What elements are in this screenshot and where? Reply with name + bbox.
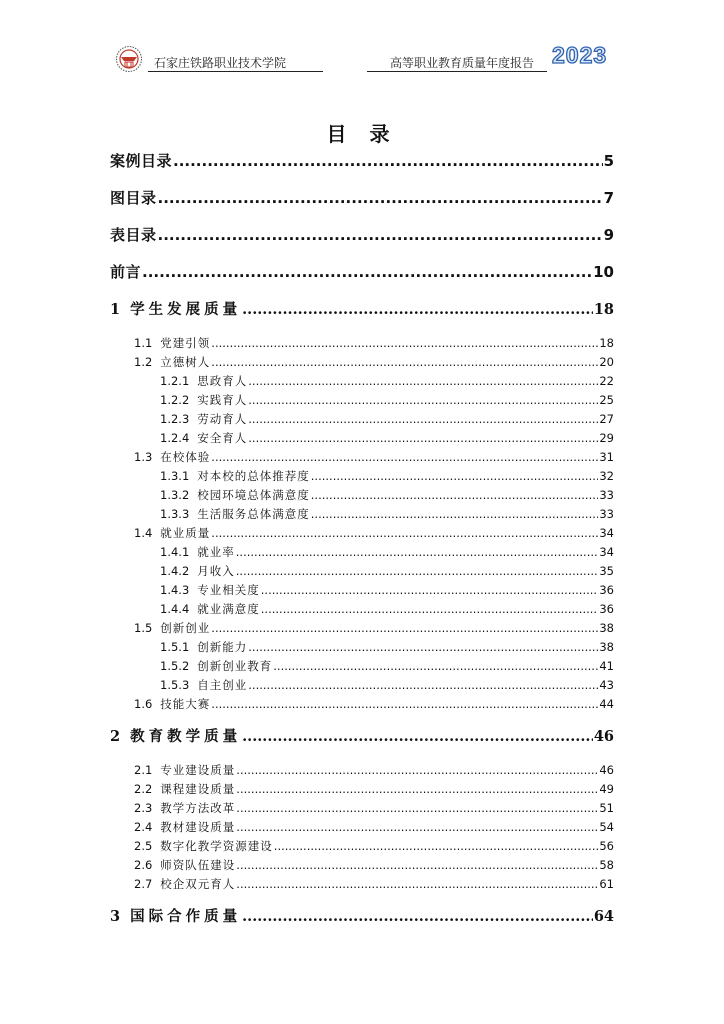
toc-entry[interactable] [110, 224, 614, 261]
chapter-number: 2 [110, 728, 121, 745]
section-number: 2.5 [134, 839, 153, 853]
dot-leader [261, 583, 599, 597]
subsection-number: 1.5.1 [160, 640, 190, 654]
subsection-title: 劳动育人 [197, 412, 248, 426]
toc-page-number: 10 [593, 263, 614, 281]
section-number: 1.1 [134, 336, 153, 350]
dot-leader [236, 782, 598, 796]
dot-leader [142, 263, 592, 281]
dot-leader [242, 908, 593, 925]
toc-page-number: 35 [599, 564, 614, 578]
dot-leader [311, 507, 599, 521]
subsection-number: 1.2.2 [160, 393, 190, 407]
toc-subsection[interactable] [110, 601, 614, 620]
toc-page-number: 7 [603, 189, 614, 207]
dot-leader [242, 301, 593, 318]
subsection-title: 实践育人 [197, 393, 248, 407]
subsection-number: 1.4.4 [160, 602, 190, 616]
dot-leader [236, 545, 599, 559]
toc-section[interactable] [110, 335, 614, 354]
toc-page-number: 20 [599, 355, 614, 369]
dot-leader [248, 640, 598, 654]
toc-section[interactable] [110, 696, 614, 715]
subsection-title: 生活服务总体满意度 [197, 507, 310, 521]
toc-entry-title: 案例目录 [110, 152, 173, 170]
school-name: 石家庄铁路职业技术学院 [154, 56, 287, 70]
toc-page-number: 46 [593, 728, 614, 745]
toc-subsection[interactable] [110, 582, 614, 601]
dot-leader [211, 621, 598, 635]
toc-chapter[interactable] [110, 725, 614, 762]
dot-leader [236, 820, 598, 834]
section-number: 2.6 [134, 858, 153, 872]
subsection-number: 1.3.2 [160, 488, 190, 502]
toc-subsection[interactable] [110, 392, 614, 411]
chapter-title: 教育教学质量 [130, 728, 242, 745]
subsection-title: 安全育人 [197, 431, 248, 445]
toc-page-number: 9 [603, 226, 614, 244]
section-number: 2.3 [134, 801, 153, 815]
dot-leader [242, 728, 593, 745]
dot-leader [211, 355, 598, 369]
toc-page-number: 32 [599, 469, 614, 483]
section-title: 教材建设质量 [160, 820, 236, 834]
subsection-number: 1.2.4 [160, 431, 190, 445]
dot-leader [274, 839, 599, 853]
section-title: 党建引领 [160, 336, 211, 350]
dot-leader [311, 469, 599, 483]
toc-entry-title: 前言 [110, 263, 142, 281]
section-title: 师资队伍建设 [160, 858, 236, 872]
subsection-title: 专业相关度 [197, 583, 260, 597]
subsection-title: 就业率 [197, 545, 235, 559]
dot-leader [248, 412, 598, 426]
toc-page-number: 49 [599, 782, 614, 796]
subsection-title: 自主创业 [197, 678, 248, 692]
section-number: 2.1 [134, 763, 153, 777]
section-title: 数字化教学资源建设 [160, 839, 273, 853]
toc-entry[interactable] [110, 187, 614, 224]
chapter-title: 学生发展质量 [130, 301, 242, 318]
toc-section[interactable] [110, 620, 614, 639]
subsection-title: 创新能力 [197, 640, 248, 654]
report-year: 2023 [552, 42, 608, 68]
section-number: 2.2 [134, 782, 153, 796]
header-rule-left [148, 71, 323, 72]
toc-entry-title: 表目录 [110, 226, 157, 244]
subsection-number: 1.2.3 [160, 412, 190, 426]
subsection-number: 1.2.1 [160, 374, 190, 388]
toc-chapter[interactable] [110, 298, 614, 335]
subsection-title: 思政育人 [197, 374, 248, 388]
toc-page-number: 54 [599, 820, 614, 834]
dot-leader [236, 801, 598, 815]
toc-page-number: 36 [599, 583, 614, 597]
toc-page-number: 27 [599, 412, 614, 426]
toc-page-number: 33 [599, 507, 614, 521]
toc-page-number: 56 [599, 839, 614, 853]
toc-page-number: 36 [599, 602, 614, 616]
section-title: 立德树人 [160, 355, 211, 369]
section-number: 2.4 [134, 820, 153, 834]
toc-section[interactable] [110, 781, 614, 800]
section-number: 2.7 [134, 877, 153, 891]
toc-page-number: 38 [599, 621, 614, 635]
toc-subsection[interactable] [110, 373, 614, 392]
subsection-title: 创新创业教育 [197, 659, 273, 673]
section-number: 1.3 [134, 450, 153, 464]
toc-page-number: 58 [599, 858, 614, 872]
toc-subsection[interactable] [110, 487, 614, 506]
toc-section[interactable] [110, 857, 614, 876]
toc-page-number: 46 [599, 763, 614, 777]
toc-entry-title: 图目录 [110, 189, 157, 207]
section-title: 校企双元育人 [160, 877, 236, 891]
dot-leader [248, 374, 598, 388]
subsection-title: 月收入 [197, 564, 235, 578]
subsection-number: 1.3.3 [160, 507, 190, 521]
subsection-number: 1.5.3 [160, 678, 190, 692]
toc-page-number: 64 [593, 908, 614, 925]
toc-section[interactable] [110, 819, 614, 838]
toc-section[interactable] [110, 449, 614, 468]
dot-leader [273, 659, 598, 673]
section-number: 1.6 [134, 697, 153, 711]
toc-section[interactable] [110, 876, 614, 895]
report-title: 高等职业教育质量年度报告 [390, 56, 535, 70]
toc-entry[interactable] [110, 150, 614, 187]
dot-leader [248, 431, 598, 445]
section-number: 1.4 [134, 526, 153, 540]
toc-subsection[interactable] [110, 506, 614, 525]
dot-leader [236, 877, 598, 891]
section-title: 技能大赛 [160, 697, 211, 711]
chapter-number: 3 [110, 908, 121, 925]
page-header [112, 44, 612, 74]
dot-leader [158, 189, 603, 207]
chapter-title: 国际合作质量 [130, 908, 242, 925]
toc-page-number: 61 [599, 877, 614, 891]
subsection-number: 1.3.1 [160, 469, 190, 483]
toc-entry[interactable] [110, 261, 614, 298]
chapter-number: 1 [110, 301, 121, 318]
toc-page-number: 22 [599, 374, 614, 388]
subsection-number: 1.4.1 [160, 545, 190, 559]
dot-leader [261, 602, 599, 616]
subsection-number: 1.5.2 [160, 659, 190, 673]
toc-spacer [110, 895, 614, 905]
toc-page-number: 34 [599, 545, 614, 559]
toc-subsection[interactable] [110, 677, 614, 696]
dot-leader [248, 678, 598, 692]
section-number: 1.5 [134, 621, 153, 635]
subsection-title: 校园环境总体满意度 [197, 488, 310, 502]
toc-page-number: 51 [599, 801, 614, 815]
toc-heading: 目 录 [326, 122, 398, 146]
dot-leader [236, 564, 599, 578]
dot-leader [248, 393, 598, 407]
toc-chapter[interactable] [110, 905, 614, 942]
toc-page-number: 41 [599, 659, 614, 673]
toc-section[interactable] [110, 800, 614, 819]
toc-section[interactable] [110, 838, 614, 857]
toc-page-number: 5 [603, 152, 614, 170]
toc-page-number: 33 [599, 488, 614, 502]
toc-subsection[interactable] [110, 563, 614, 582]
dot-leader [211, 526, 598, 540]
dot-leader [236, 858, 598, 872]
dot-leader [158, 226, 603, 244]
toc-page-number: 18 [593, 301, 614, 318]
toc-subsection[interactable] [110, 468, 614, 487]
toc-section[interactable] [110, 354, 614, 373]
subsection-title: 就业满意度 [197, 602, 260, 616]
toc-subsection[interactable] [110, 639, 614, 658]
dot-leader [236, 763, 598, 777]
table-of-contents [110, 150, 614, 942]
toc-page-number: 38 [599, 640, 614, 654]
section-title: 在校体验 [160, 450, 211, 464]
toc-page-number: 18 [599, 336, 614, 350]
subsection-number: 1.4.3 [160, 583, 190, 597]
section-title: 教学方法改革 [160, 801, 236, 815]
dot-leader [311, 488, 599, 502]
toc-subsection[interactable] [110, 430, 614, 449]
toc-page-number: 43 [599, 678, 614, 692]
toc-spacer [110, 715, 614, 725]
dot-leader [211, 336, 598, 350]
section-number: 1.2 [134, 355, 153, 369]
dot-leader [211, 697, 598, 711]
section-title: 课程建设质量 [160, 782, 236, 796]
toc-page-number: 31 [599, 450, 614, 464]
section-title: 专业建设质量 [160, 763, 236, 777]
dot-leader [211, 450, 598, 464]
section-title: 就业质量 [160, 526, 211, 540]
subsection-number: 1.4.2 [160, 564, 190, 578]
toc-subsection[interactable] [110, 658, 614, 677]
header-rule-right [367, 71, 547, 72]
toc-subsection[interactable] [110, 411, 614, 430]
dot-leader [173, 152, 603, 170]
section-title: 创新创业 [160, 621, 211, 635]
toc-subsection[interactable] [110, 544, 614, 563]
toc-page-number: 44 [599, 697, 614, 711]
toc-page-number: 34 [599, 526, 614, 540]
toc-section[interactable] [110, 525, 614, 544]
toc-page-number: 29 [599, 431, 614, 445]
toc-page-number: 25 [599, 393, 614, 407]
toc-section[interactable] [110, 762, 614, 781]
subsection-title: 对本校的总体推荐度 [197, 469, 310, 483]
school-logo-icon [112, 44, 146, 74]
